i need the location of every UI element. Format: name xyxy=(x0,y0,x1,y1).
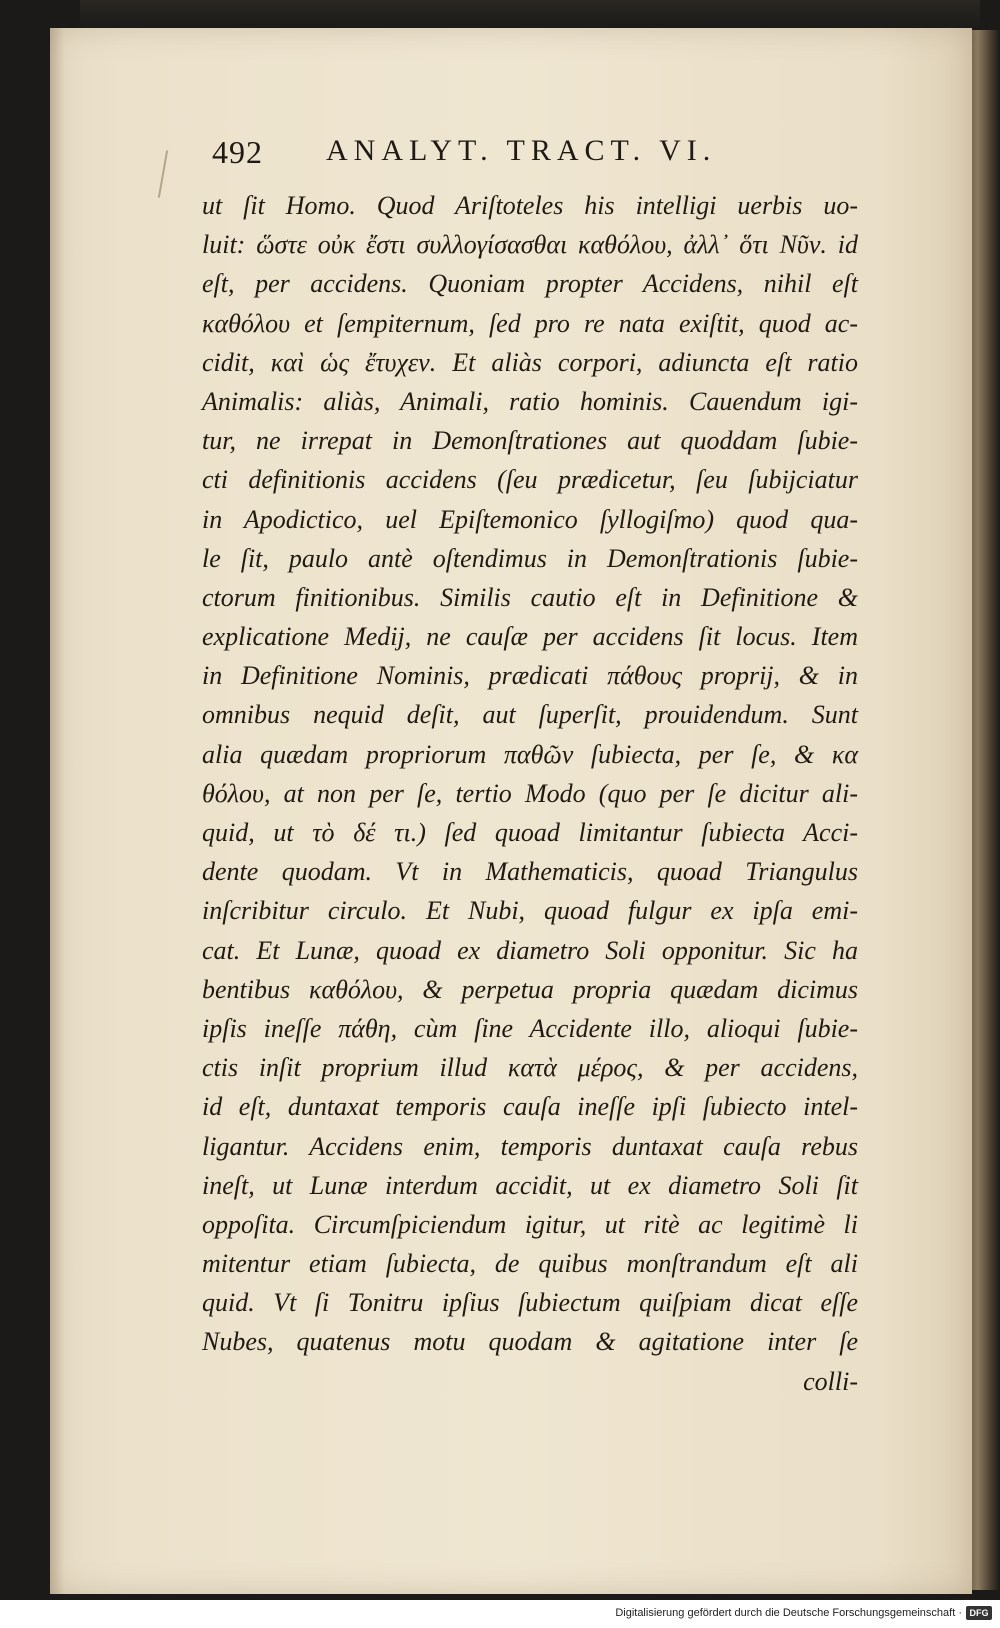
text-line: ipſis ineſſe πάθη, cùm ſine Accidente illo, alioqui ſubie- xyxy=(202,1013,858,1043)
text-line: alia quædam propriorum παθῶν ſubiecta, per ſe, & κα xyxy=(202,739,858,769)
text-line: cidit, καὶ ὡς ἔτυχεν. Et aliàs corpori, adiuncta eſt ratio xyxy=(202,347,858,377)
text-line: bentibus καθόλου, & perpetua propria quædam dicimus xyxy=(202,974,858,1004)
gutter-shadow xyxy=(50,28,64,1594)
dfg-logo: DFG xyxy=(966,1606,992,1620)
page-header xyxy=(212,134,852,174)
funding-credit: Digitalisierung gefördert durch die Deutsche Forschungsgemeinschaft · xyxy=(615,1607,962,1619)
text-line: ineſt, ut Lunæ interdum accidit, ut ex diametro Soli ſit xyxy=(202,1170,858,1200)
text-line: tur, ne irrepat in Demonſtrationes aut quoddam ſubie- xyxy=(202,426,858,456)
text-line: καθόλου et ſempiternum, ſed pro re nata exiſtit, quod ac- xyxy=(202,308,858,338)
text-line: ctorum finitionibus. Similis cautio eſt in Definitione & xyxy=(202,582,858,612)
running-title: ANALYT. TRACT. VI. xyxy=(326,134,717,167)
text-line: inſcribitur circulo. Et Nubi, quoad fulgur ex ipſa emi- xyxy=(202,896,858,926)
text-line: luit: ὥστε οὐκ ἔστι συλλογίσασθαι καθόλου, ἀλλ᾽ ὅτι Νῦν. id xyxy=(202,230,858,260)
text-line: ligantur. Accidens enim, temporis duntaxat cauſa rebus xyxy=(202,1131,858,1161)
text-line: Nubes, quatenus motu quodam & agitatione inter ſe xyxy=(202,1327,858,1357)
text-line: explicatione Medij, ne cauſæ per accidens ſit locus. Item xyxy=(202,622,858,652)
page-edge-right xyxy=(968,30,1000,1590)
text-line: eſt, per accidens. Quoniam propter Accidens, nihil eſt xyxy=(202,269,858,299)
text-line: ctis inſit proprium illud κατὰ μέρος, & per accidens, xyxy=(202,1053,858,1083)
body-text xyxy=(202,186,858,1401)
text-line: mitentur etiam ſubiecta, de quibus monſtrandum eſt ali xyxy=(202,1249,858,1279)
text-line: quid. Vt ſi Tonitru ipſius ſubiectum quiſpiam dicat eſſe xyxy=(202,1288,858,1318)
text-line: quid, ut τὸ δέ τι.) ſed quoad limitantur ſubiecta Acci- xyxy=(202,818,858,847)
text-line: in Definitione Nominis, prædicati πάθους proprij, & in xyxy=(202,661,858,691)
text-line: in Apodictico, uel Epiſtemonico ſyllogiſmo) quod qua- xyxy=(202,504,858,534)
text-line: le ſit, paulo antè oſtendimus in Demonſtrationis ſubie- xyxy=(202,543,858,573)
text-line: θόλου, at non per ſe, tertio Modo (quo per ſe dicitur ali- xyxy=(202,778,858,808)
text-line: oppoſita. Circumſpiciendum igitur, ut ritè ac legitimè li xyxy=(202,1209,858,1239)
text-line: cat. Et Lunæ, quoad ex diametro Soli opponitur. Sic ha xyxy=(202,935,858,965)
text-line: id eſt, duntaxat temporis cauſa ineſſe ipſi ſubiecto intel- xyxy=(202,1092,858,1122)
text-line: colli- xyxy=(803,1366,858,1396)
page-number: 492 xyxy=(212,134,263,170)
text-line: omnibus nequid deſit, aut ſuperſit, prouidendum. Sunt xyxy=(202,700,858,730)
text-line: dente quodam. Vt in Mathematicis, quoad Triangulus xyxy=(202,857,858,887)
text-line: ut ſit Homo. Quod Ariſtoteles his intelligi uerbis uo- xyxy=(202,191,858,220)
text-line: cti definitionis accidens (ſeu prædicetur, ſeu ſubijciatur xyxy=(202,465,858,495)
text-line: Animalis: aliàs, Animali, ratio hominis. Cauendum igi- xyxy=(202,386,858,416)
scan-top-edge xyxy=(80,0,980,30)
